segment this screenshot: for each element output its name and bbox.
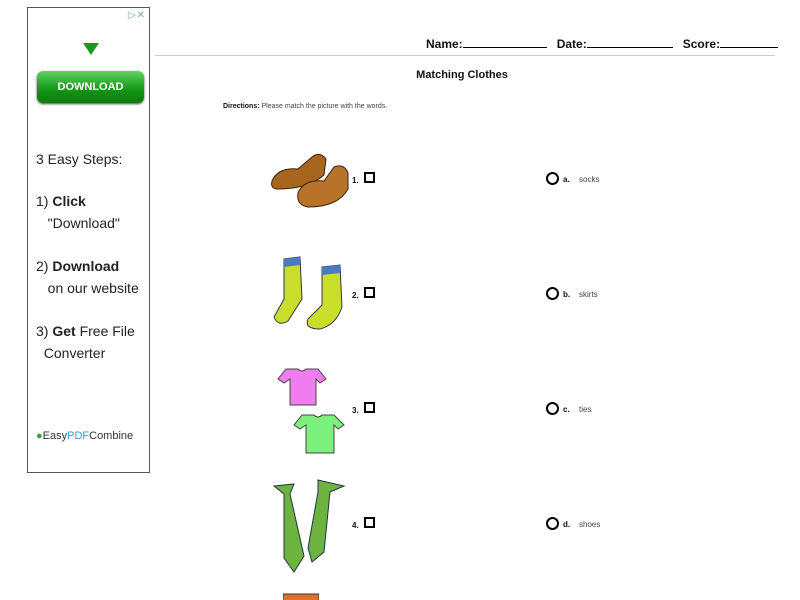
- choice-letter: c.: [563, 405, 570, 414]
- ad-close-icon[interactable]: ▷✕: [127, 10, 146, 21]
- ad-banner[interactable]: [27, 7, 150, 473]
- answer-box-3[interactable]: [364, 402, 375, 413]
- choice-word: shoes: [579, 520, 601, 529]
- item-number: 4.: [352, 521, 359, 530]
- choice-letter: a.: [563, 175, 570, 184]
- item-number: 2.: [352, 291, 359, 300]
- partial-picture: [283, 592, 319, 600]
- item-number: 1.: [352, 176, 359, 185]
- socks-picture: [270, 255, 352, 333]
- worksheet-title: Matching Clothes: [416, 69, 508, 81]
- choice-word: socks: [579, 175, 600, 184]
- download-button[interactable]: DOWNLOAD: [37, 71, 144, 103]
- item-number: 3.: [352, 406, 359, 415]
- date-line[interactable]: [587, 35, 673, 48]
- choice-word: skirts: [579, 290, 598, 299]
- answer-box-4[interactable]: [364, 517, 375, 528]
- easypdfcombine-logo[interactable]: ●EasyPDFCombine: [36, 430, 134, 442]
- choice-word: ties: [579, 405, 592, 414]
- answer-box-2[interactable]: [364, 287, 375, 298]
- name-line[interactable]: [463, 35, 547, 48]
- down-arrow-icon: [83, 43, 99, 55]
- header-divider: [155, 55, 775, 56]
- student-info-fields: Name: Date: Score:: [426, 35, 778, 51]
- shoes-picture: [268, 145, 352, 211]
- choice-letter: b.: [563, 290, 571, 299]
- ties-picture: [270, 476, 352, 576]
- ad-heading: 3 Easy Steps:: [36, 151, 123, 167]
- choice-circle-a[interactable]: [546, 172, 559, 185]
- ad-step-2: 2) Download on our website: [36, 258, 139, 296]
- score-line[interactable]: [720, 35, 778, 48]
- choice-circle-b[interactable]: [546, 287, 559, 300]
- choice-circle-c[interactable]: [546, 402, 559, 415]
- ad-step-1: 1) Click "Download": [36, 193, 120, 231]
- choice-circle-d[interactable]: [546, 517, 559, 530]
- answer-box-1[interactable]: [364, 172, 375, 183]
- choice-letter: d.: [563, 520, 571, 529]
- directions: Directions: Please match the picture with the words.: [223, 103, 388, 110]
- shirts-picture: [272, 365, 350, 457]
- ad-step-3: 3) Get Free File Converter: [36, 323, 135, 361]
